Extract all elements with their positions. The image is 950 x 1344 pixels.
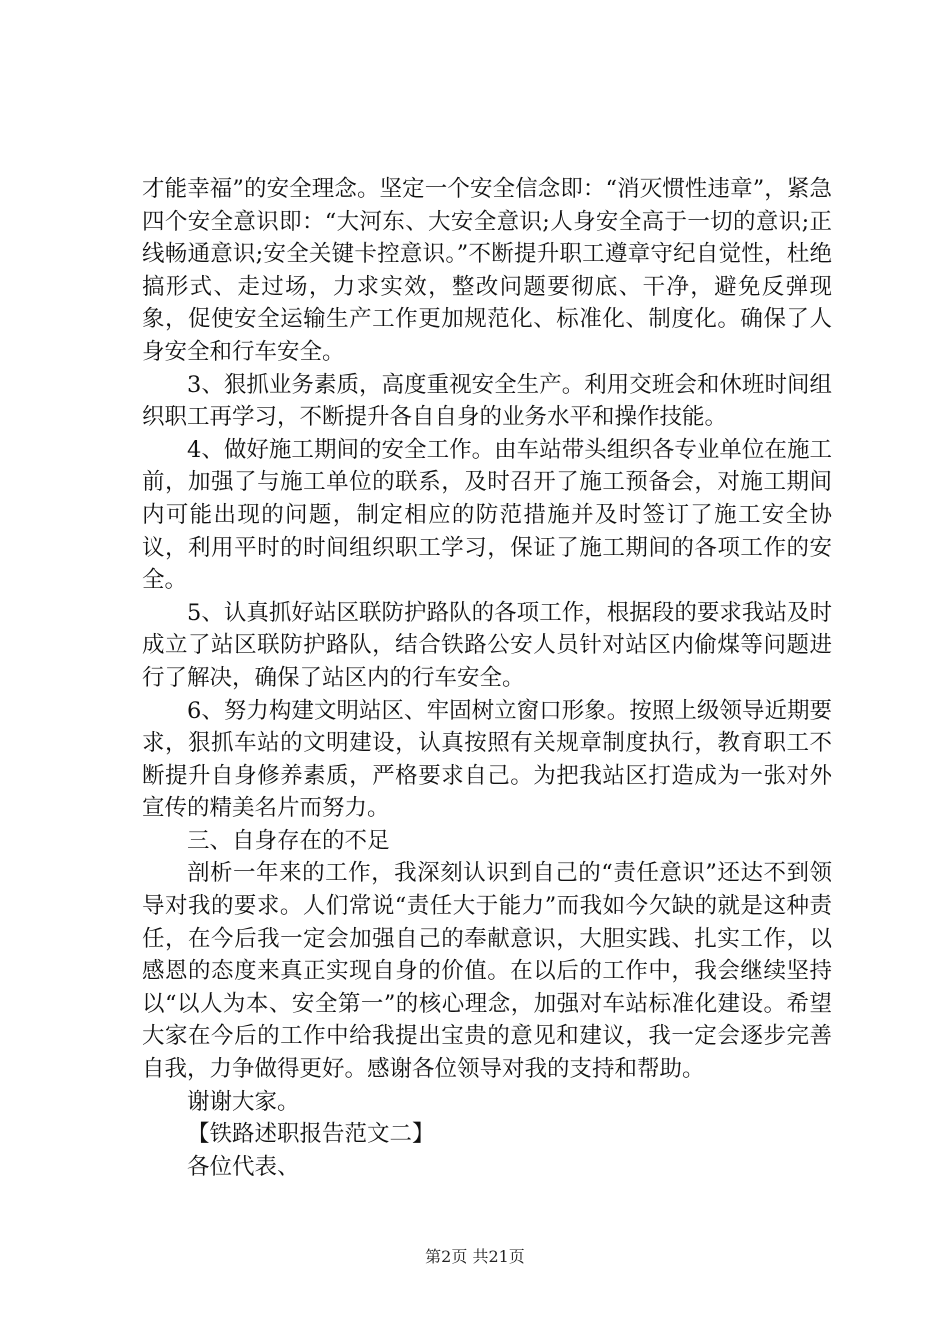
paragraph-6: 剖析一年来的工作，我深刻认识到自己的“责任意识”还达不到领导对我的要求。人们常说“责任大于能力”而我如今欠缺的就是这种责任，在今后我一定会加强自己的奉献意识，大胆实践、扎实工作，以感恩的态度来真正实现自身的价值。在以后的工作中，我会继续坚持以“以人为本、安全第一”的核心理念，加强对车站标准化建设。希望大家在今后的工作中给我提出宝贵的意见和建议，我一定会逐步完善自我，力争做得更好。感谢各位领导对我的支持和帮助。 [142,860,832,1083]
paragraph-2: 3、狠抓业务素质，高度重视安全生产。利用交班会和休班时间组织职工再学习，不断提升各自自身的业务水平和操作技能。 [142,371,832,431]
sample-title: 【铁路述职报告范文二】 [187,1121,435,1148]
closing-thanks: 谢谢大家。 [187,1088,300,1115]
paragraph-5: 6、努力构建文明站区、牢固树立窗口形象。按照上级领导近期要求，狠抓车站的文明建设，认真按照有关规章制度执行，教育职工不断提升自身修养素质，严格要求自己。为把我站区打造成为一张对外宣传的精美名片而努力。 [142,697,832,822]
document-body [142,173,832,1183]
paragraph-4: 5、认真抓好站区联防护路队的各项工作，根据段的要求我站及时成立了站区联防护路队，结合铁路公安人员针对站区内偷煤等问题进行了解决，确保了站区内的行车安全。 [142,599,832,691]
salutation: 各位代表、 [187,1153,300,1180]
paragraph-1: 才能幸福”的安全理念。坚定一个安全信念即：“消灭惯性违章”，紧急四个安全意识即：“大河东、大安全意识;人身安全高于一切的意识;正线畅通意识;安全关键卡控意识。”不断提升职工遵章守纪自觉性，杜绝搞形式、走过场，力求实效，整改问题要彻底、干净，避免反弹现象，促使安全运输生产工作更加规范化、标准化、制度化。确保了人身安全和行车安全。 [142,176,832,365]
section-heading: 三、自身存在的不足 [187,827,390,854]
paragraph-3: 4、做好施工期间的安全工作。由车站带头组织各专业单位在施工前，加强了与施工单位的联系，及时召开了施工预备会，对施工期间内可能出现的问题，制定相应的防范措施并及时签订了施工安全协议，利用平时的时间组织职工学习，保证了施工期间的各项工作的安全。 [142,436,832,594]
page-footer: 第2页 共21页 [425,1247,525,1266]
